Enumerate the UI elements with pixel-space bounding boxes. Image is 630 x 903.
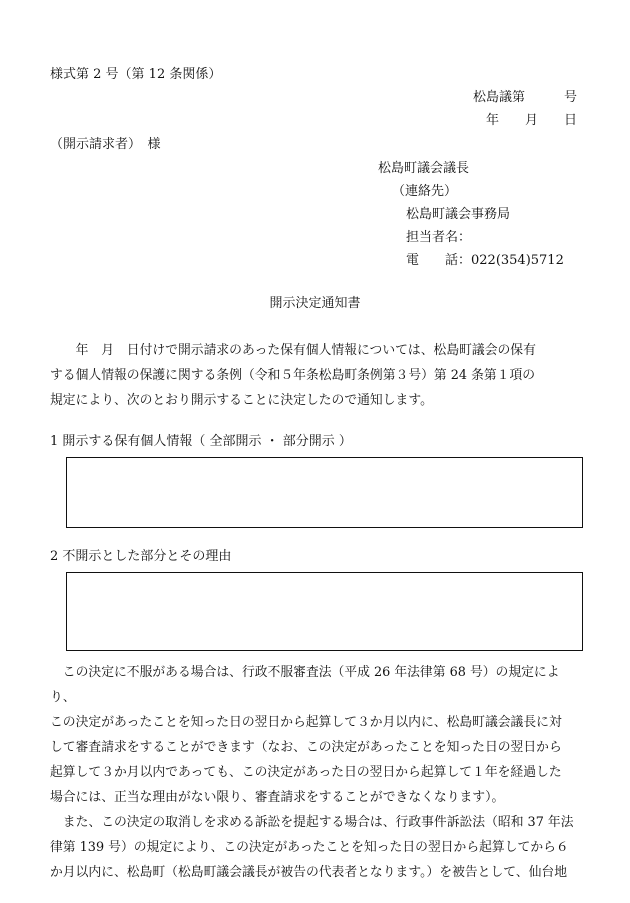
contact-office: 松島町議会事務局 [406, 207, 511, 222]
notice-line: 場合には、正当な理由がない限り、審査請求をすることができなくなります）。 [50, 790, 505, 805]
intro-paragraph [50, 338, 584, 413]
contact-phone: 電 話：022(354)5712 [406, 253, 564, 268]
addressee: （開示請求者） 様 [50, 137, 161, 152]
section2-label: 2 不開示とした部分とその理由 [50, 549, 232, 564]
form-number: 様式第 2 号（第 12 条関係） [50, 67, 222, 82]
contact-person: 担当者名： [406, 230, 472, 245]
intro-line: 規定により、次のとおり開示することに決定したので通知します。 [50, 393, 433, 408]
document-title: 開示決定通知書 [269, 296, 361, 311]
section2-box [66, 572, 583, 651]
section1-box [66, 457, 583, 528]
intro-line: する個人情報の保護に関する条例（令和５年条松島町条例第３号）第 24 条第１項の [50, 368, 536, 383]
notice-line: この決定に不服がある場合は、行政不服審査法（平成 26 年法律第 68 号）の規定により、 [50, 665, 560, 705]
intro-line: 年 月 日付けで開示請求のあった保有個人情報については、松島町議会の保有 [75, 343, 536, 358]
document-number: 松島議第 号 [472, 90, 577, 105]
notice-line: して審査請求をすることができます（なお、この決定があったことを知った日の翌日から [50, 740, 562, 755]
contact-label: （連絡先） [392, 184, 458, 199]
notice-line: 起算して３か月以内であっても、この決定があった日の翌日から起算して１年を経過した [50, 765, 562, 780]
issue-date: 年 月 日 [485, 113, 577, 128]
notice-line: また、この決定の取消しを求める訴訟を提起する場合は、行政事件訴訟法（昭和 37 年法 [62, 815, 574, 830]
appeal-notice [50, 660, 584, 885]
notice-line: 律第 139 号）の規定により、この決定があったことを知った日の翌日から起算してから６ [50, 840, 569, 855]
notice-line: か月以内に、松島町（松島町議会議長が被告の代表者となります。）を被告として、仙台地 [50, 865, 567, 880]
sender-title: 松島町議会議長 [378, 161, 470, 176]
notice-line: この決定があったことを知った日の翌日から起算して３か月以内に、松島町議会議長に対 [50, 715, 562, 730]
section1-label: 1 開示する保有個人情報（ 全部開示 ・ 部分開示 ） [50, 434, 352, 449]
